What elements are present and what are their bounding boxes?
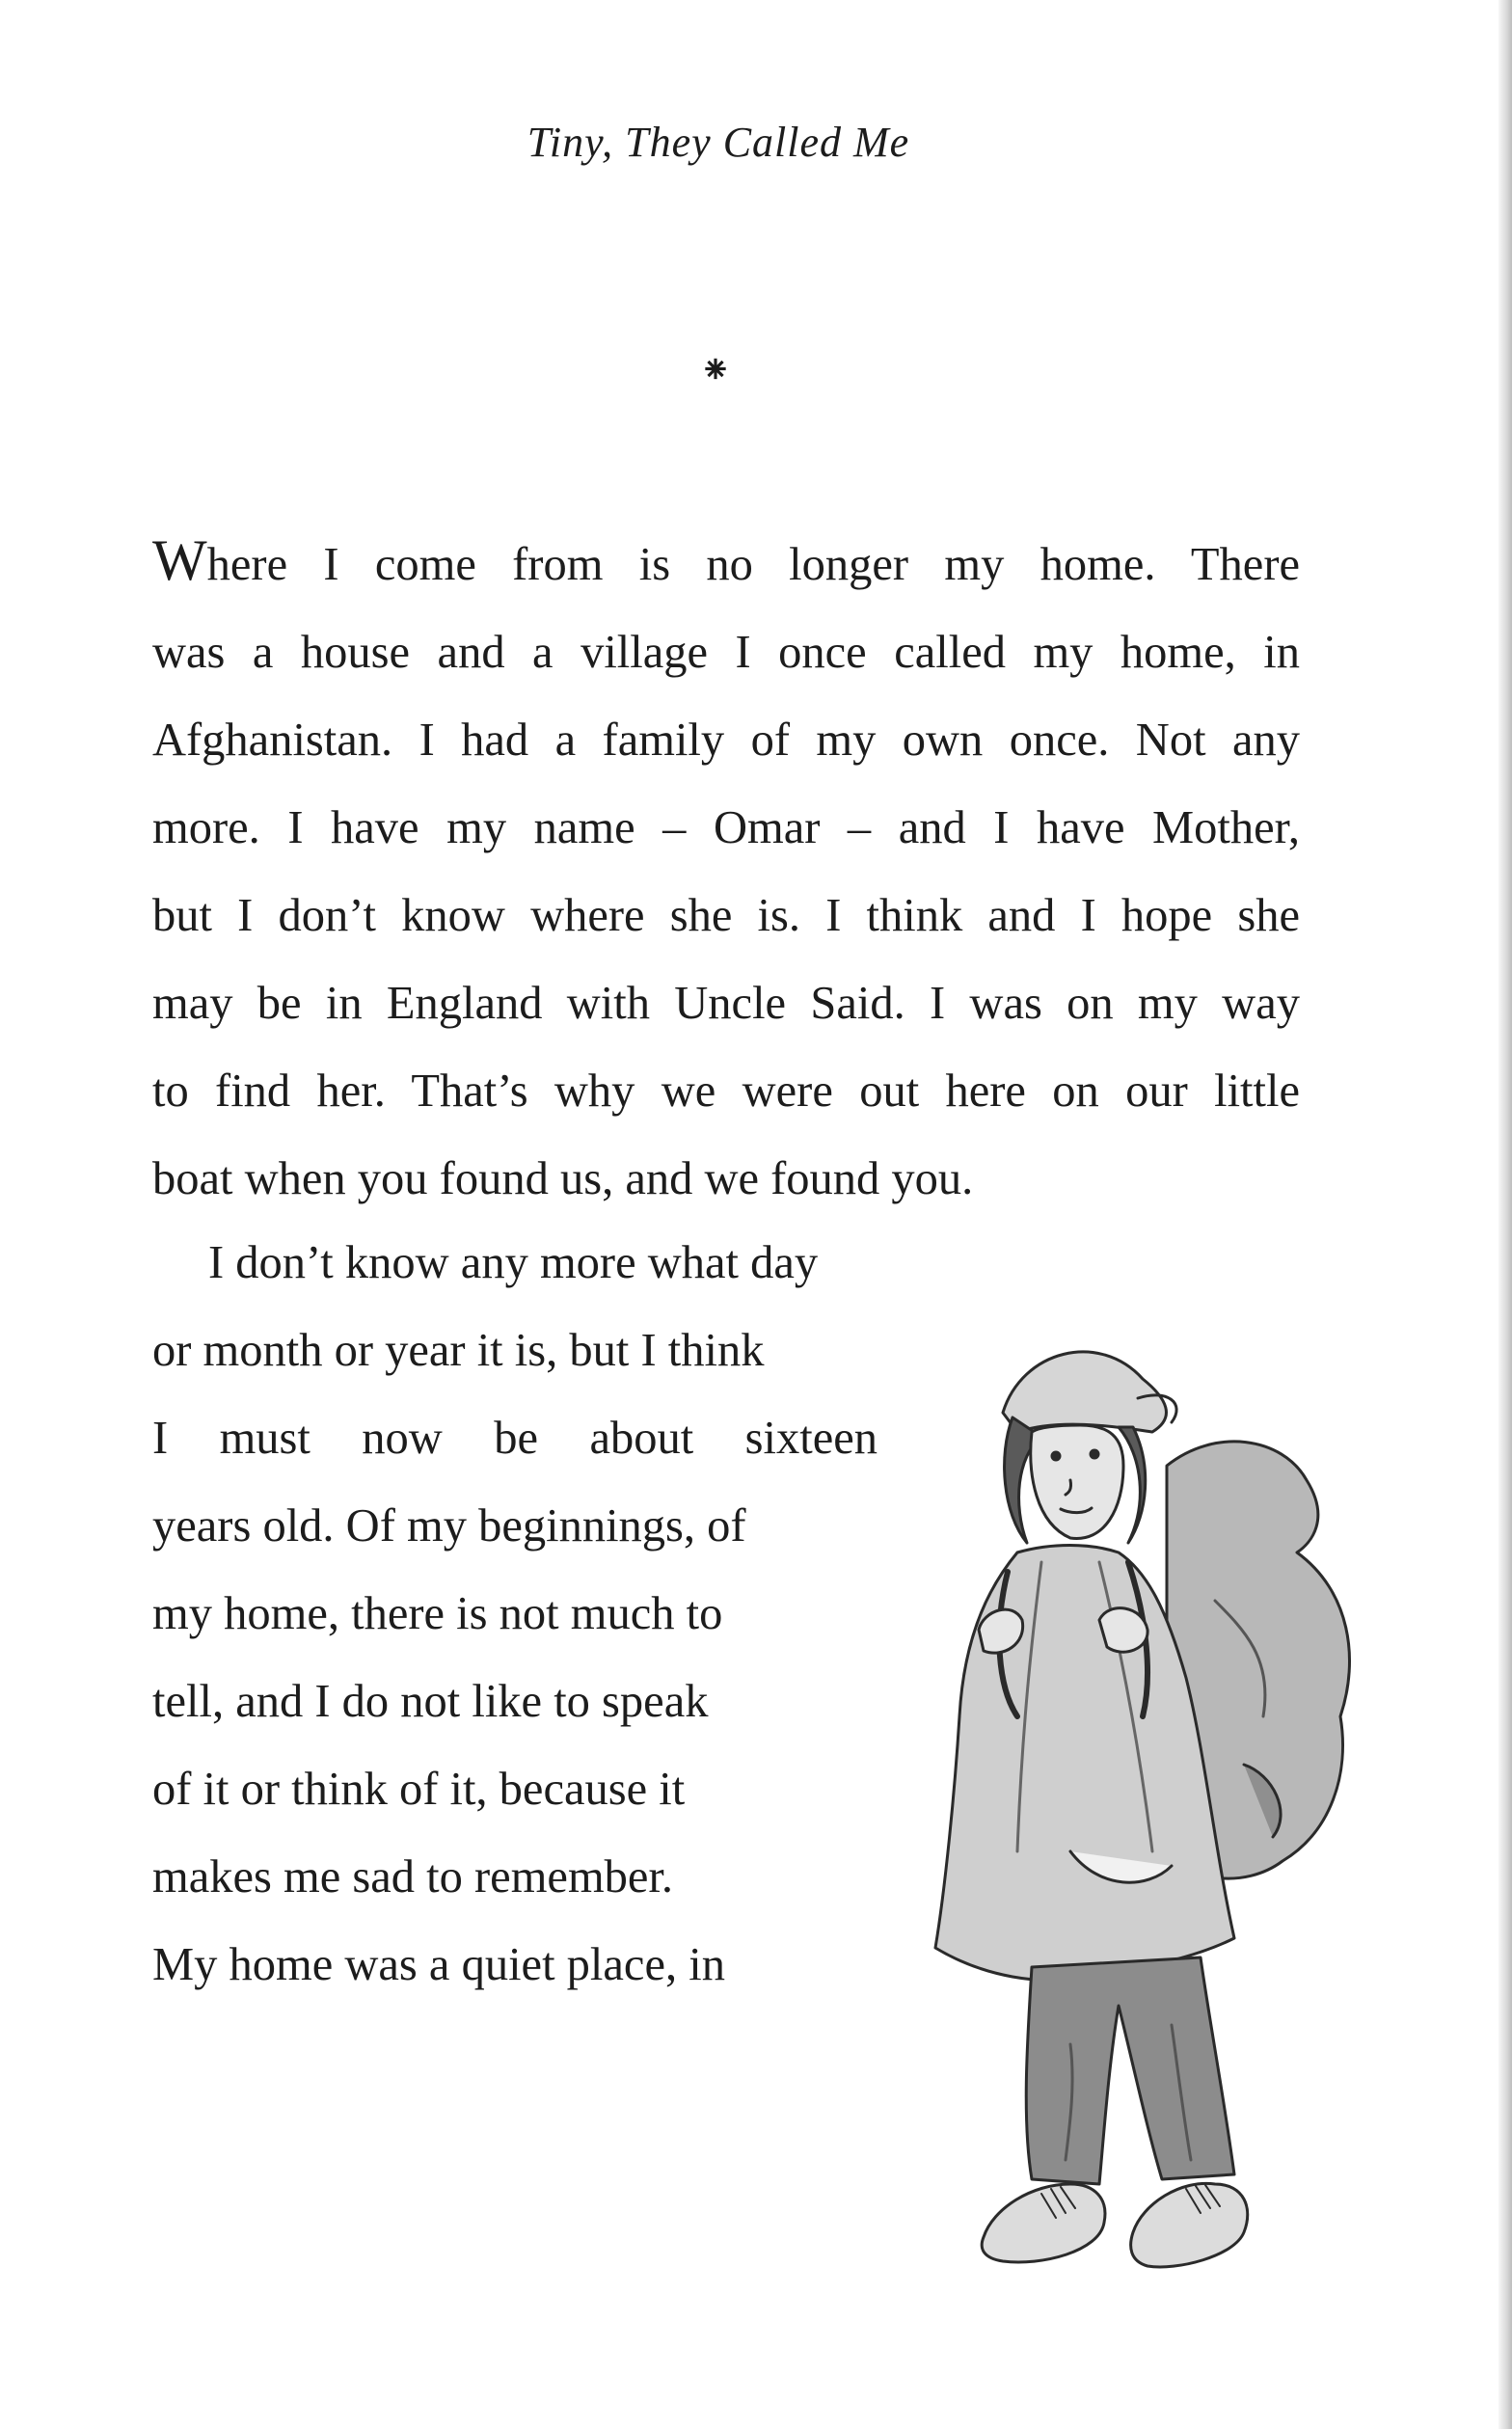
paragraph-1-line: to find her. That’s why we were out here on our little <box>152 1066 1300 1117</box>
paragraph-2-line: or month or year it is, but I think <box>152 1325 765 1376</box>
paragraph-1 <box>152 517 1300 1223</box>
paragraph-1-line: but I don’t know where she is. I think and I hope she <box>152 890 1300 941</box>
paragraph-2-line: My home was a quiet place, in <box>152 1939 725 1990</box>
paragraph-2-line: I must now be about sixteen <box>152 1413 878 1464</box>
paragraph-2-line: my home, there is not much to <box>152 1588 723 1639</box>
section-break-ornament: ⁕ <box>699 348 732 391</box>
paragraph-2 <box>152 1219 878 2009</box>
running-head: Tiny, They Called Me <box>526 119 910 166</box>
paragraph-2-line: of it or think of it, because it <box>152 1764 686 1815</box>
paragraph-1-line: boat when you found us, and we found you. <box>152 1153 974 1204</box>
paragraph-1-line: may be in England with Uncle Said. I was on my way <box>152 978 1300 1029</box>
page-edge <box>1498 0 1512 2429</box>
paragraph-1-line: more. I have my name – Omar – and I have Mother, <box>152 802 1300 853</box>
paragraph-2-line: years old. Of my beginnings, of <box>152 1500 746 1552</box>
paragraph-2-line: makes me sad to remember. <box>152 1851 674 1903</box>
drop-cap: W <box>152 528 207 592</box>
paragraph-2-line: tell, and I do not like to speak <box>152 1676 709 1727</box>
paragraph-1-line-text: here I come from is no longer my home. There <box>206 539 1300 590</box>
paragraph-1-line <box>152 517 1300 608</box>
paragraph-2-line: I don’t know any more what day <box>208 1237 819 1288</box>
paragraph-1-line: was a house and a village I once called my home, in <box>152 627 1300 678</box>
boy-with-backpack-illustration <box>926 1311 1389 2305</box>
paragraph-1-line: Afghanistan. I had a family of my own once. Not any <box>152 715 1300 766</box>
